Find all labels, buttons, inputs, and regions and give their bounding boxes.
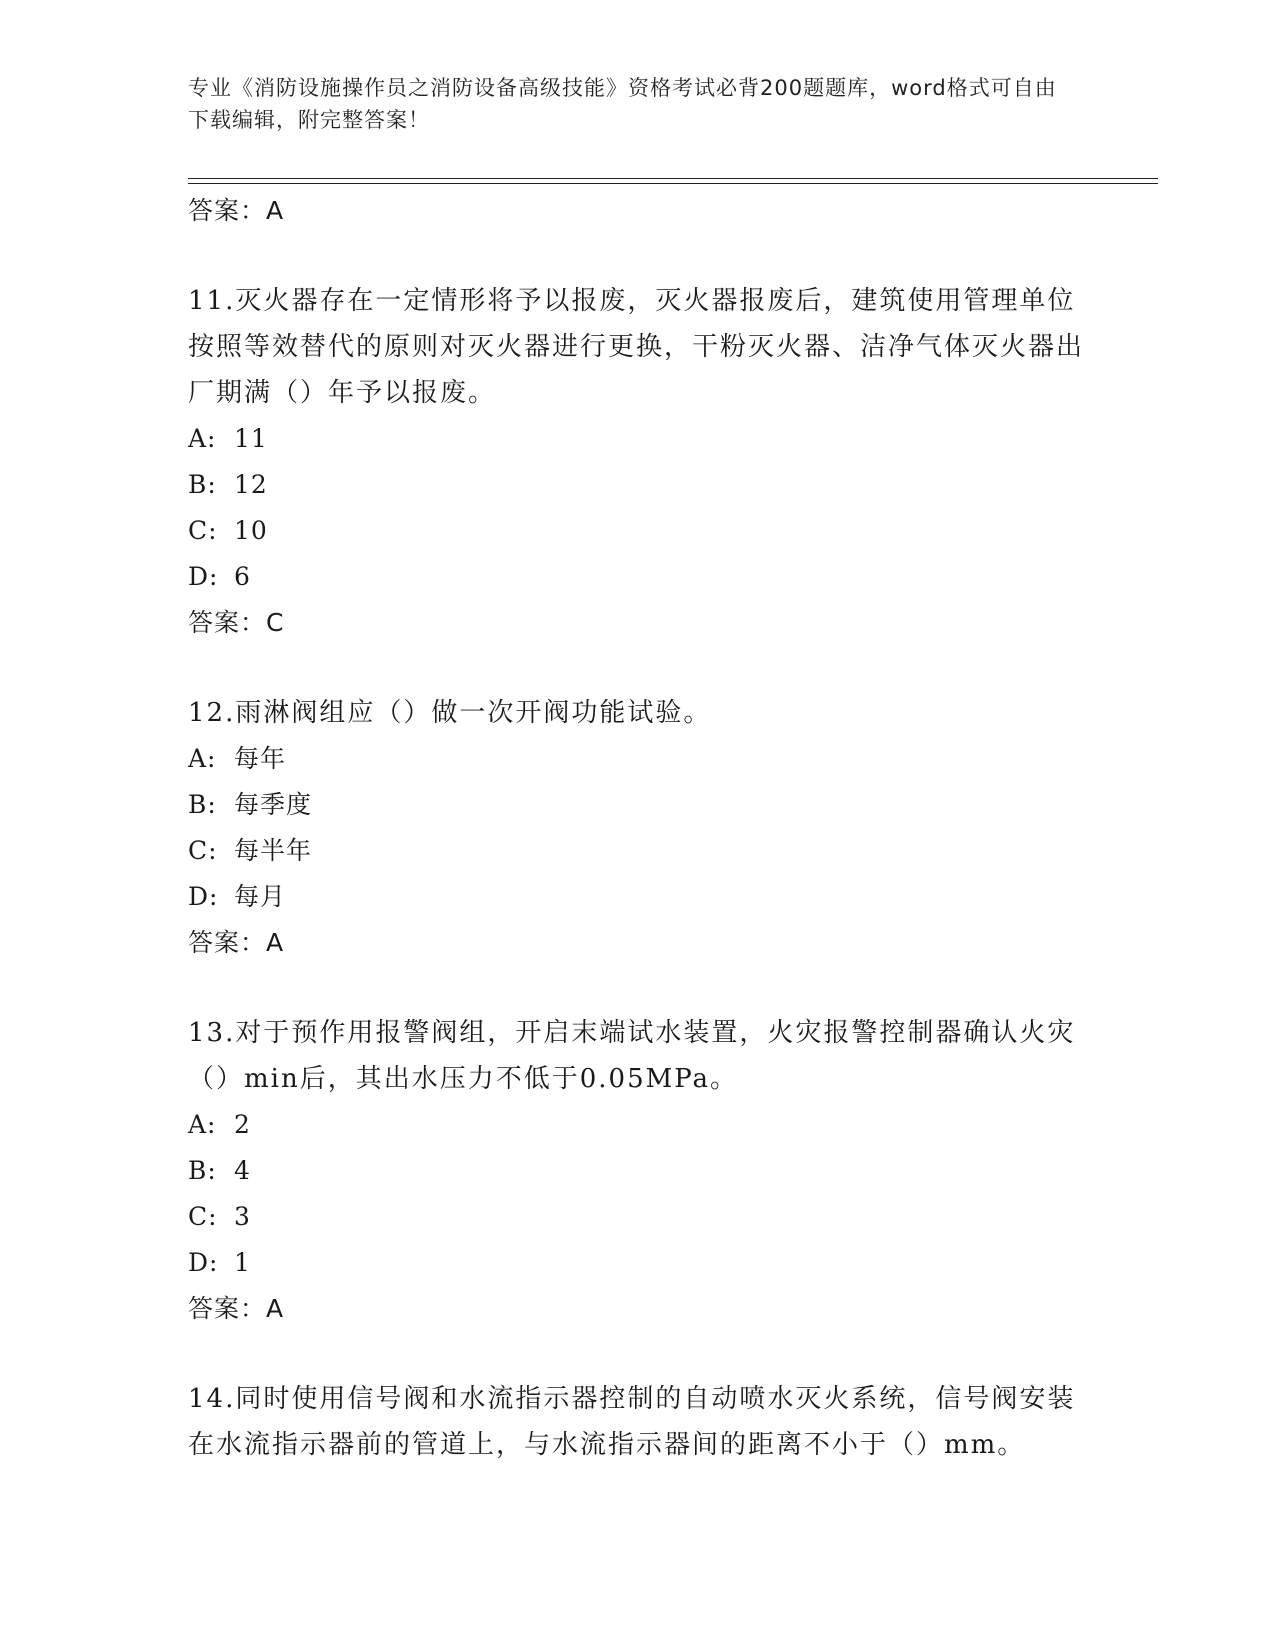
document-header: 专业《消防设施操作员之消防设备高级技能》资格考试必背200题题库，word格式可自由下载编辑，附完整答案！ [188,76,1057,132]
question-stem: 13.对于预作用报警阀组，开启末端试水装置，火灾报警控制器确认火灾（）min后，其出水压力不低于0.05MPa。 [188,1018,1076,1094]
answer-value: A [266,928,285,957]
answer-line: 答案：A [188,196,285,225]
option-c: C: 每半年 [188,836,313,865]
question-stem: 12.雨淋阀组应（）做一次开阀功能试验。 [188,698,712,728]
option-d: D: 1 [188,1248,251,1277]
option-a: A: 2 [188,1110,251,1139]
answer-value: A [266,196,285,225]
option-b: B: 每季度 [188,790,313,819]
option-c: C: 10 [188,516,268,545]
answer-line: 答案：C [188,608,285,637]
option-a: A: 每年 [188,744,287,773]
question-stem: 11.灭火器存在一定情形将予以报废，灭火器报废后，建筑使用管理单位按照等效替代的原则对灭火器进行更换，干粉灭火器、洁净气体灭火器出厂期满（）年予以报废。 [188,286,1085,408]
question-list [188,188,1088,1468]
header-divider-line [188,178,1158,179]
header-divider-line-2 [188,183,1158,184]
question-stem: 14.同时使用信号阀和水流指示器控制的自动喷水灭火系统，信号阀安装在水流指示器前的管道上，与水流指示器间的距离不小于（）mm。 [188,1384,1076,1460]
option-c: C: 3 [188,1202,251,1231]
answer-line: 答案：A [188,928,285,957]
answer-value: C [266,608,285,637]
option-d: D: 每月 [188,882,287,911]
option-b: B: 12 [188,470,268,499]
answer-value: A [266,1294,285,1323]
option-a: A: 11 [188,424,268,453]
option-d: D: 6 [188,562,251,591]
answer-line: 答案：A [188,1294,285,1323]
option-b: B: 4 [188,1156,251,1185]
